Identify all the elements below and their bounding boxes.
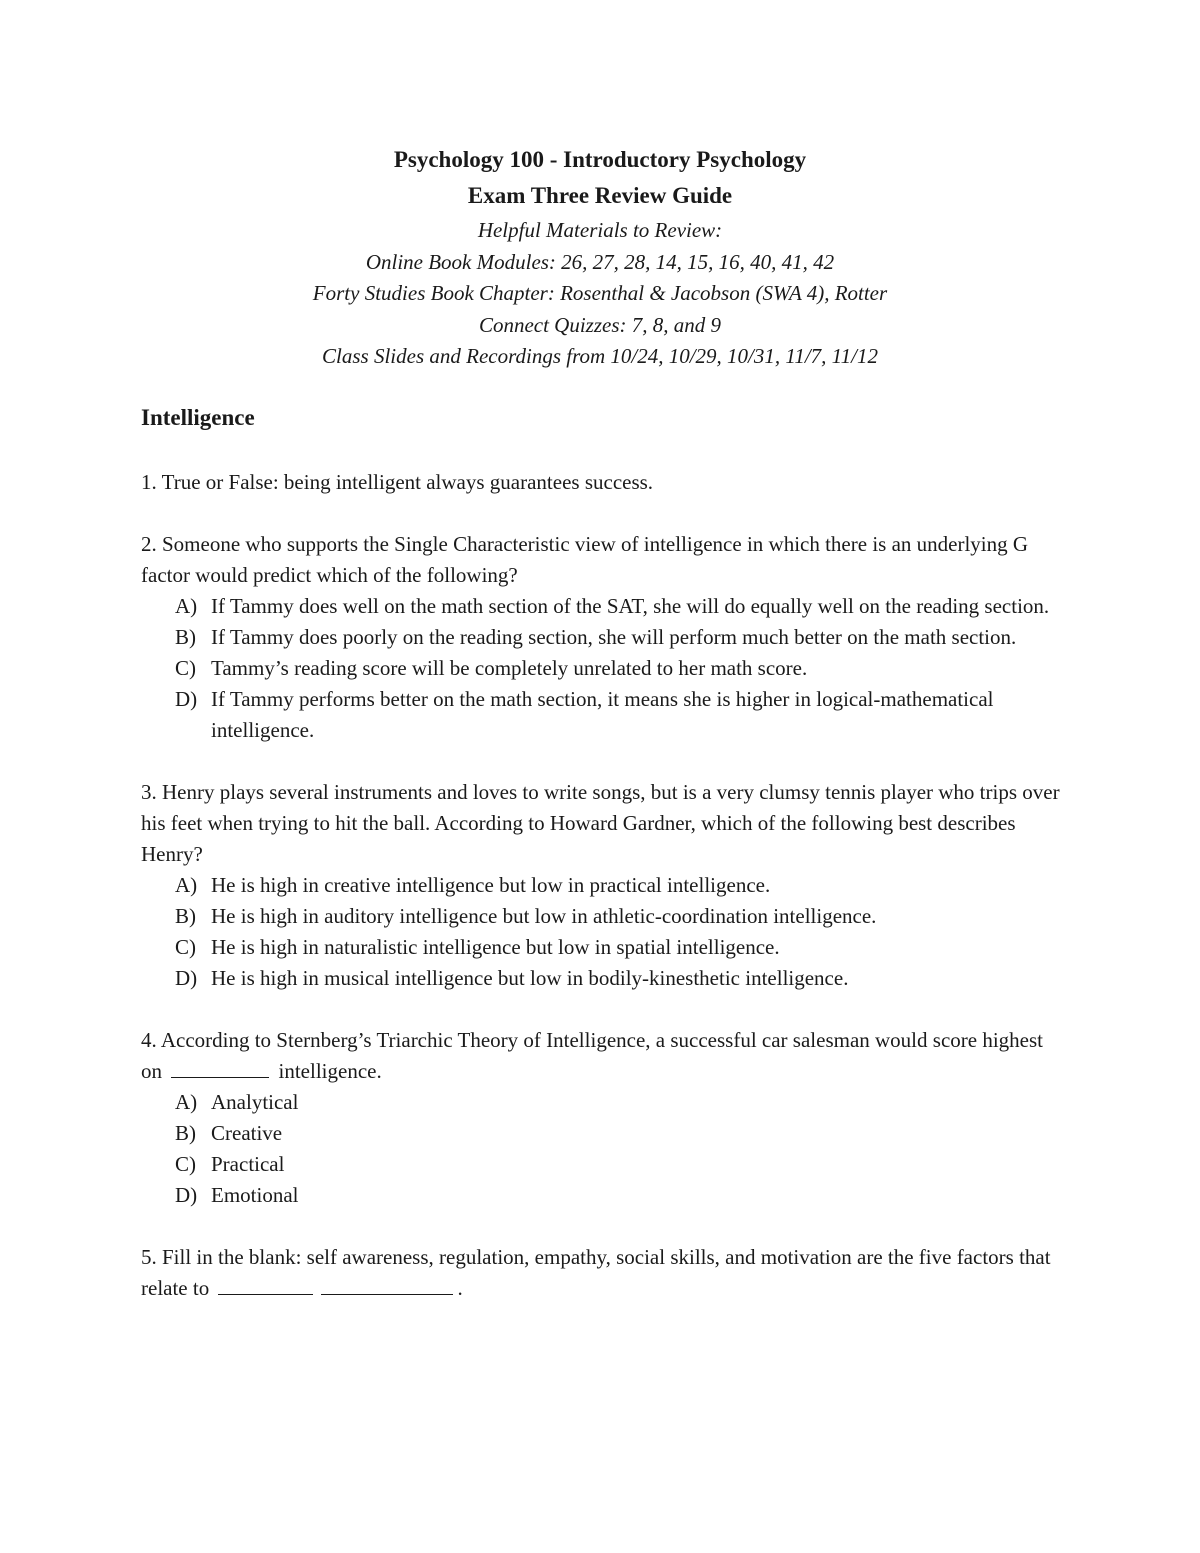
materials-class-slides: Class Slides and Recordings from 10/24, 10/29, 10/31, 11/7, 11/12	[322, 344, 878, 368]
answer-option	[141, 963, 1061, 994]
materials-heading: Helpful Materials to Review:	[477, 218, 723, 242]
question-text: 3. Henry plays several instruments and loves to write songs, but is a very clumsy tennis player who trips over his feet when trying to hit the ball. According to Howard Gardner, which of the following best describes Henry?	[141, 780, 1060, 866]
option-letter: C)	[175, 656, 196, 680]
option-text: Tammy’s reading score will be completely unrelated to her math score.	[211, 656, 808, 680]
answer-option	[141, 1149, 1061, 1180]
section-heading-intelligence: Intelligence	[141, 405, 255, 430]
document-title: Psychology 100 - Introductory Psychology	[393, 147, 807, 172]
answer-option	[141, 1180, 1061, 1211]
answer-option	[141, 932, 1061, 963]
option-text: If Tammy does poorly on the reading section, she will perform much better on the math section.	[211, 625, 1017, 649]
fill-in-blank	[171, 1057, 269, 1078]
option-text: If Tammy performs better on the math section, it means she is higher in logical-mathematical intelligence.	[211, 687, 994, 742]
materials-connect-quizzes: Connect Quizzes: 7, 8, and 9	[478, 312, 722, 337]
answer-option	[141, 870, 1061, 901]
option-letter: D)	[175, 1183, 198, 1207]
option-letter: A)	[175, 873, 198, 897]
question-text: 1. True or False: being intelligent always guarantees success.	[141, 470, 654, 494]
question-list	[141, 467, 1061, 1335]
document-header	[0, 142, 1200, 373]
question-text-before-blank: 4. According to Sternberg’s Triarchic Theory of Intelligence, a successful car salesman would score highest on	[141, 1028, 1043, 1083]
option-letter: B)	[175, 625, 196, 649]
answer-option	[141, 622, 1061, 653]
option-letter: A)	[175, 594, 198, 618]
option-text: Analytical	[211, 1090, 299, 1114]
answer-options	[141, 1087, 1061, 1211]
question-text-before-blank: 5. Fill in the blank: self awareness, regulation, empathy, social skills, and motivation are the five factors that relate to	[141, 1245, 1051, 1300]
answer-option	[141, 684, 1061, 746]
option-letter: B)	[175, 904, 196, 928]
option-letter: C)	[175, 1152, 196, 1176]
option-letter: C)	[175, 935, 196, 959]
materials-forty-studies: Forty Studies Book Chapter: Rosenthal & Jacobson (SWA 4), Rotter	[312, 281, 888, 305]
option-letter: D)	[175, 687, 198, 711]
option-text: Emotional	[211, 1183, 299, 1207]
answer-options	[141, 591, 1061, 746]
document-subtitle: Exam Three Review Guide	[467, 183, 733, 208]
option-text: He is high in auditory intelligence but low in athletic-coordination intelligence.	[211, 904, 877, 928]
option-text: If Tammy does well on the math section of the SAT, she will do equally well on the reading section.	[211, 594, 1050, 618]
answer-option	[141, 591, 1061, 622]
option-text: He is high in creative intelligence but low in practical intelligence.	[211, 873, 771, 897]
option-text: He is high in musical intelligence but low in bodily-kinesthetic intelligence.	[211, 966, 849, 990]
question-text: 2. Someone who supports the Single Characteristic view of intelligence in which there is an underlying G factor would predict which of the following?	[141, 532, 1029, 587]
option-text: Practical	[211, 1152, 285, 1176]
answer-option	[141, 901, 1061, 932]
fill-in-blank	[218, 1274, 313, 1295]
option-letter: A)	[175, 1090, 198, 1114]
fill-in-blank	[321, 1274, 453, 1295]
answer-option	[141, 1118, 1061, 1149]
question-text	[141, 1242, 1061, 1304]
question-1	[141, 467, 1061, 498]
answer-options	[141, 870, 1061, 994]
question-2	[141, 529, 1061, 746]
question-5	[141, 1242, 1061, 1304]
option-letter: D)	[175, 966, 198, 990]
question-3	[141, 777, 1061, 994]
question-4	[141, 1025, 1061, 1211]
option-text: Creative	[211, 1121, 283, 1145]
materials-book-modules: Online Book Modules: 26, 27, 28, 14, 15, 16, 40, 41, 42	[365, 249, 835, 274]
answer-option	[141, 653, 1061, 684]
option-letter: B)	[175, 1121, 196, 1145]
answer-option	[141, 1087, 1061, 1118]
question-text-after-blank: .	[457, 1276, 463, 1300]
option-text: He is high in naturalistic intelligence but low in spatial intelligence.	[211, 935, 780, 959]
question-text	[141, 1025, 1061, 1087]
question-text-after-blank: intelligence.	[273, 1059, 382, 1083]
